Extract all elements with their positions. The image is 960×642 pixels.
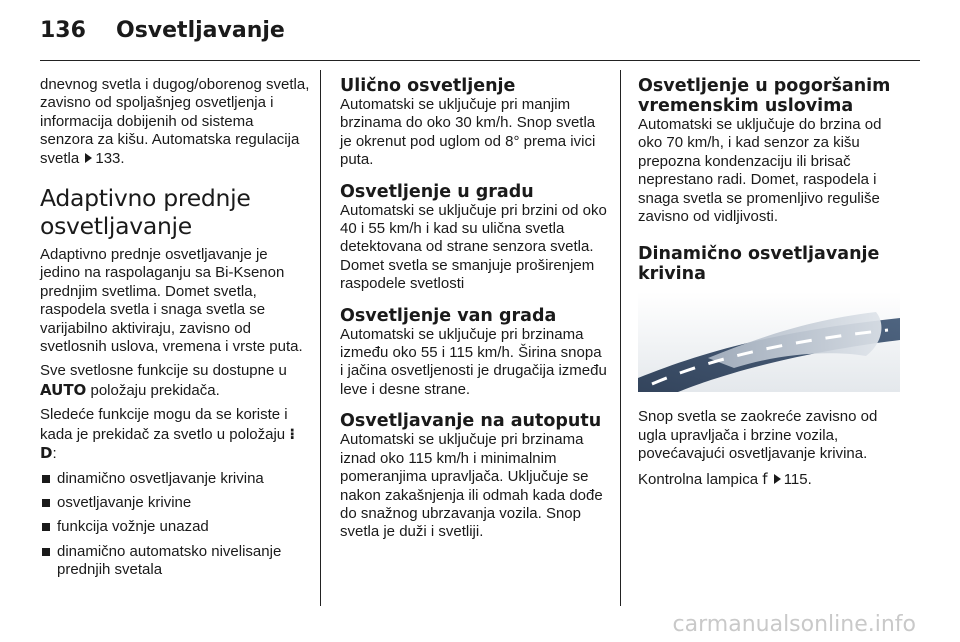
function-list bbox=[40, 470, 310, 580]
low-beam-symbol-icon: ⁝D bbox=[40, 424, 296, 463]
list-item: dinamično automatsko nivelisanje prednjih svetala bbox=[40, 543, 310, 580]
page-header bbox=[40, 18, 285, 43]
page-title: Osvetljavanje bbox=[116, 18, 285, 43]
continued-paragraph: dnevnog svetla i dugog/oborenog svetla, zavisno od spoljašnjeg osvetljenja i informacija dobijenih od sistema senzora za kišu. Automatska regulacija svetla 133. bbox=[40, 76, 310, 167]
page-reference-arrow-icon bbox=[85, 153, 92, 163]
subheading: Osvetljavanje na autoputu bbox=[340, 411, 602, 432]
subheading: Ulično osvetljenje bbox=[340, 76, 516, 96]
subheading: Osvetljenje van grada bbox=[340, 305, 557, 326]
section-text: Automatski se uključuje pri brzinama iznad oko 115 km/h i minimalnim pomeranjima upravljača. Uključuje se nakon zakašnjenja ili odmah kada dođe do snažnog ubrzavanja vozila. Snop svetla je duži i svetliji. bbox=[340, 431, 603, 541]
indicator-line: Kontrolna lampica f 115. bbox=[638, 469, 812, 488]
column-divider-1 bbox=[320, 70, 321, 606]
section-bad-weather-lighting bbox=[638, 76, 906, 226]
list-item: osvetljavanje krivine bbox=[40, 494, 310, 512]
indicator-lamp-icon: f bbox=[762, 469, 768, 488]
section-text: Automatski se uključuje pri brzinama između oko 55 i 115 km/h. Širina snopa i jačina osvetljenosti je drugačija između leve i desne strane. bbox=[340, 325, 607, 398]
intro-paragraph: Adaptivno prednje osvetljavanje je jedino na raspolaganju sa Bi-Ksenon prednjim svetlima. Domet svetla, raspodela svetla i snaga svetla se varijabilno aktiviraju, zavisno od svetlosnih uslova, vremena i vrste puta. bbox=[40, 246, 303, 356]
page-number: 136 bbox=[40, 18, 86, 43]
page-reference[interactable]: 133. bbox=[95, 149, 125, 167]
subheading-dynamic-curve: Dinamično osvetljavanje krivina bbox=[638, 244, 880, 285]
column-1 bbox=[40, 76, 310, 586]
auto-switch-label: AUTO bbox=[40, 380, 87, 399]
section-highway-lighting bbox=[340, 411, 608, 541]
column-2 bbox=[340, 76, 608, 554]
watermark: carmanualsonline.info bbox=[672, 612, 916, 637]
section-city-lighting bbox=[340, 182, 608, 294]
column-divider-2 bbox=[620, 70, 621, 606]
section-text: Automatski se uključuje pri manjim brzinama do oko 30 km/h. Snop svetla je okrenut pod uglom od 8° prema ivici puta. bbox=[340, 96, 596, 169]
illustration-caption: Snop svetla se zaokreće zavisno od ugla upravljača i brzine vozila, povećavajući osvetljavanje krivina. bbox=[638, 408, 878, 463]
section-text: Automatski se uključuje pri brzini od oko 40 i 55 km/h i kad su ulična svetla detektovana od strane senzora svetla. Domet svetla se smanjuje proširenjem raspodele svetlosti bbox=[340, 201, 607, 293]
page-reference-arrow-icon bbox=[774, 474, 781, 484]
switch-paragraph: Sledeće funkcije mogu da se koriste i kada je prekidač za svetlo u položaju ⁝D: bbox=[40, 406, 296, 463]
subheading: Osvetljenje u gradu bbox=[340, 181, 534, 202]
page-reference[interactable]: 115. bbox=[783, 470, 812, 488]
section-text: Automatski se uključuje do brzina od oko 70 km/h, i kad senzor za kišu prepozna kondenzaciju ili brisač neprestano radi. Domet, raspodela i snaga svetla se promenljivo reguliše zavisno od vidljivosti. bbox=[638, 116, 882, 226]
auto-paragraph: Sve svetlosne funkcije su dostupne u AUTO položaju prekidača. bbox=[40, 362, 287, 399]
column-3 bbox=[638, 76, 906, 489]
section-street-lighting bbox=[340, 76, 608, 170]
curve-lighting-illustration bbox=[638, 292, 900, 392]
section-heading: Adaptivno prednje osvetljavanje bbox=[40, 184, 251, 241]
header-rule bbox=[40, 60, 920, 61]
list-item: funkcija vožnje unazad bbox=[40, 518, 310, 536]
section-country-lighting bbox=[340, 306, 608, 400]
list-item: dinamično osvetljavanje krivina bbox=[40, 470, 310, 488]
subheading: Osvetljenje u pogoršanim vremenskim uslovima bbox=[638, 76, 891, 116]
